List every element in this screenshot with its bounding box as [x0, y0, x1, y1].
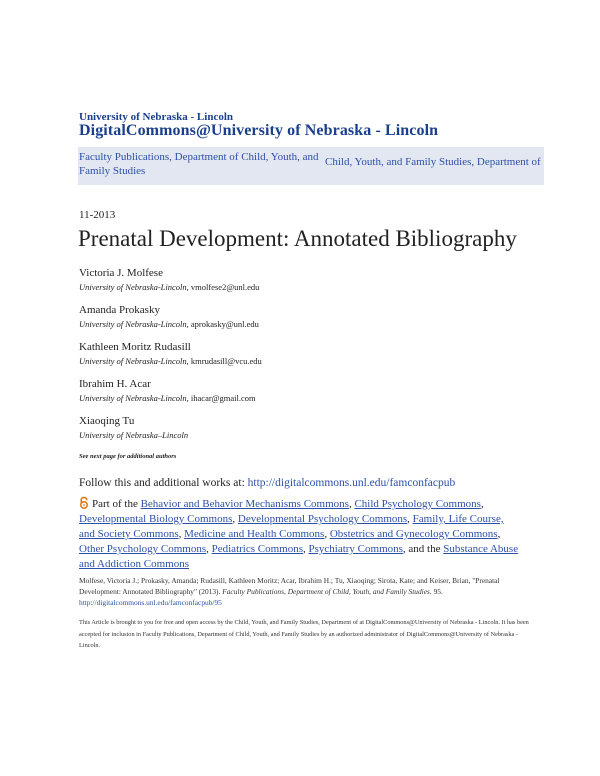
author-affiliation	[79, 356, 262, 366]
separator: ,	[178, 528, 185, 540]
open-access-icon	[79, 496, 89, 509]
publication-date: 11-2013	[79, 209, 116, 221]
part-of-commons	[79, 496, 519, 572]
repository-name[interactable]: DigitalCommons@University of Nebraska - Lincoln	[79, 122, 439, 139]
author-affiliation	[79, 282, 259, 292]
author-name: Kathleen Moritz Rudasill	[79, 341, 191, 353]
follow-text: Follow this and additional works at:	[79, 477, 248, 489]
access-notice: This Article is brought to you for free and open access by the Child, Youth, and Family Studies, Department of at DigitalCommons@University of Nebraska - Lincoln. It has been accepted for inclusion in Faculty Publications, Department of Child, Youth, and Family Studies by an authorized administrator of DigitalCommons@University of Nebraska - Lincoln.	[79, 619, 529, 649]
separator: ,	[232, 513, 238, 525]
affiliation-institution: University of Nebraska-Lincoln	[79, 282, 187, 292]
affiliation-institution: University of Nebraska-Lincoln	[79, 356, 187, 366]
collection-url-link[interactable]: http://digitalcommons.unl.edu/famconfacpub	[247, 477, 456, 489]
commons-link[interactable]: Child Psychology Commons	[354, 498, 481, 510]
author-name: Amanda Prokasky	[79, 304, 160, 316]
separator: ,	[497, 528, 501, 540]
part-of-prefix: Part of the	[92, 498, 141, 510]
author-email[interactable]: , kmrudasill@vcu.edu	[186, 356, 262, 366]
citation-series: Faculty Publications, Department of Child, Youth, and Family Studies	[222, 587, 430, 596]
citation-number: . 95.	[429, 587, 443, 596]
author-name: Victoria J. Molfese	[79, 267, 163, 279]
affiliation-institution: University of Nebraska-Lincoln	[79, 393, 187, 403]
commons-link[interactable]: Behavior and Behavior Mechanisms Commons	[140, 498, 349, 510]
author-email[interactable]: , ihacar@gmail.com	[186, 393, 256, 403]
author-affiliation	[79, 430, 188, 440]
commons-link[interactable]: Family, Life Course, and Society Commons	[79, 513, 504, 540]
citation-url-link[interactable]: http://digitalcommons.unl.edu/famconfacpub/95	[79, 598, 222, 607]
author-email[interactable]: , vmolfese2@unl.edu	[186, 282, 260, 292]
university-name: University of Nebraska - Lincoln	[79, 111, 233, 123]
commons-link[interactable]: Psychiatry Commons	[308, 543, 403, 555]
author-name: Ibrahim H. Acar	[79, 378, 151, 390]
paper-title: Prenatal Development: Annotated Bibliography	[78, 226, 517, 251]
affiliation-institution: University of Nebraska-Lincoln	[79, 319, 187, 329]
commons-link[interactable]: Other Psychology Commons	[79, 543, 207, 555]
and-separator: , and the	[402, 543, 444, 555]
separator: ,	[407, 513, 413, 525]
commons-link[interactable]: Developmental Psychology Commons	[237, 513, 408, 525]
separator: ,	[302, 543, 309, 555]
commons-link[interactable]: Medicine and Health Commons	[184, 528, 325, 540]
commons-link[interactable]: Pediatrics Commons	[211, 543, 303, 555]
separator: ,	[206, 543, 212, 555]
recommended-citation	[79, 575, 529, 608]
commons-link[interactable]: Developmental Biology Commons	[79, 513, 233, 525]
collection-link-department[interactable]: Child, Youth, and Family Studies, Department of	[325, 156, 541, 168]
follow-line	[79, 477, 455, 489]
separator: ,	[348, 498, 355, 510]
collection-link-faculty-publications[interactable]: Faculty Publications, Department of Child, Youth, and Family Studies	[79, 151, 319, 177]
commons-link[interactable]: Obstetrics and Gynecology Commons	[329, 528, 498, 540]
citation-title: "Prenatal Development: Annotated Bibliography" (2013).	[79, 576, 500, 596]
author-email[interactable]: , aprokasky@unl.edu	[186, 319, 259, 329]
author-affiliation	[79, 319, 259, 329]
affiliation-institution: University of Nebraska–Lincoln	[79, 430, 189, 440]
citation-authors: Molfese, Victoria J.; Prokasky, Amanda; Rudasill, Kathleen Moritz; Acar, Ibrahim H.; Tu, Xiaoqing; Sirota, Kate; and Keiser, Brian,	[79, 576, 473, 585]
commons-link[interactable]: Substance Abuse and Addiction Commons	[79, 543, 519, 570]
author-affiliation	[79, 393, 256, 403]
separator: ,	[324, 528, 330, 540]
separator: ,	[480, 498, 484, 510]
see-next-page-note: See next page for additional authors	[79, 453, 177, 460]
author-name: Xiaoqing Tu	[79, 415, 135, 427]
